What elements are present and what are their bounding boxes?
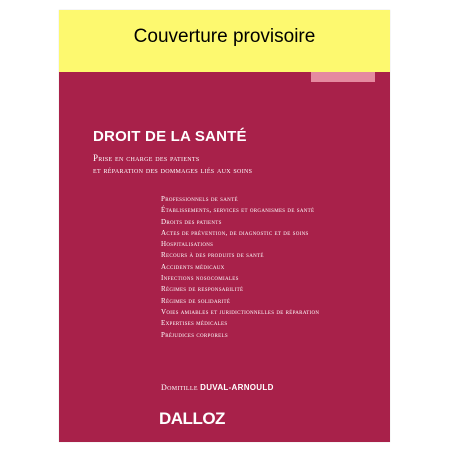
banner-text: Couverture provisoire (133, 26, 316, 47)
topic-item: Accidents médicaux (161, 262, 225, 271)
author-name (161, 383, 274, 392)
topics-list (161, 194, 319, 341)
topic-item: Infections nosocomiales (161, 274, 239, 283)
book-title: DROIT DE LA SANTÉ (93, 128, 247, 145)
author-last-name: DUVAL-ARNOULD (200, 383, 274, 392)
author-first-name: Domitille (161, 383, 198, 392)
book-cover (59, 10, 390, 442)
topic-item: Recours à des produits de santé (161, 251, 264, 260)
subtitle-line-1: Prise en charge des patients (93, 153, 200, 163)
book-subtitle (93, 152, 252, 176)
provisional-cover-banner (59, 10, 390, 72)
topic-item: Professionnels de santé (161, 195, 238, 203)
topic-item: Droits des patients (161, 217, 222, 226)
topic-item: Régimes de responsabilité (161, 285, 244, 294)
topic-item: Hospitalisations (161, 240, 214, 249)
topic-item: Expertises médicales (161, 319, 228, 328)
publisher-logo: DALLOZ (159, 409, 225, 428)
accent-tab (311, 72, 375, 82)
topic-item: Régimes de solidarité (161, 296, 231, 305)
topic-item: Préjudices corporels (161, 330, 228, 339)
topic-item: Voies amiables et juridictionnelles de réparation (161, 307, 320, 316)
subtitle-line-2: et réparation des dommages liés aux soins (93, 165, 253, 175)
topic-item: Actes de prévention, de diagnostic et de soins (161, 228, 309, 237)
topic-item: Établissements, services et organismes de santé (161, 206, 315, 215)
